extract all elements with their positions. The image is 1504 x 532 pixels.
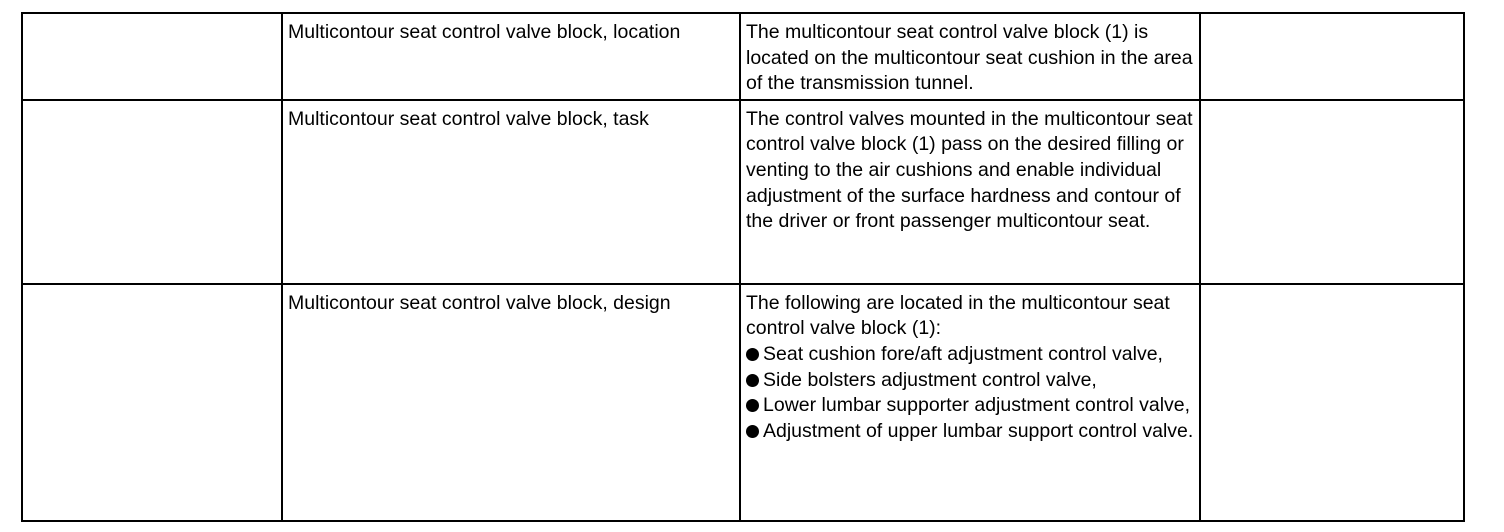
component-cell: Multicontour seat control valve block, task — [282, 100, 740, 284]
bullet-list — [746, 342, 1194, 444]
empty-cell — [1200, 284, 1464, 521]
info-table — [21, 12, 1465, 522]
description-intro: The following are located in the multicontour seat control valve block (1): — [746, 291, 1170, 340]
bullet-icon — [746, 374, 759, 387]
list-item — [746, 393, 1194, 419]
list-item-text: Lower lumbar supporter adjustment control valve, — [763, 394, 1191, 417]
table-row — [22, 13, 1464, 100]
bullet-icon — [746, 399, 759, 412]
description-cell: The multicontour seat control valve block (1) is located on the multicontour seat cushion in the area of the transmission tunnel. — [740, 13, 1200, 100]
list-item-text: Seat cushion fore/aft adjustment control valve, — [763, 342, 1163, 365]
component-cell: Multicontour seat control valve block, design — [282, 284, 740, 521]
table-row — [22, 100, 1464, 284]
bullet-icon — [746, 348, 759, 361]
bullet-icon — [746, 425, 759, 438]
table-row — [22, 284, 1464, 521]
list-item — [746, 368, 1194, 394]
list-item — [746, 419, 1194, 445]
empty-cell — [22, 100, 282, 284]
description-cell: The control valves mounted in the multicontour seat control valve block (1) pass on the desired filling or venting to the air cushions and enable individual adjustment of the surface hardness and contour of the driver or front passenger multicontour seat. — [740, 100, 1200, 284]
empty-cell — [22, 284, 282, 521]
empty-cell — [1200, 13, 1464, 100]
empty-cell — [22, 13, 282, 100]
list-item-text: Side bolsters adjustment control valve, — [763, 368, 1097, 391]
description-cell — [740, 284, 1200, 521]
empty-cell — [1200, 100, 1464, 284]
list-item-text: Adjustment of upper lumbar support control valve. — [763, 419, 1194, 442]
component-cell: Multicontour seat control valve block, location — [282, 13, 740, 100]
list-item — [746, 342, 1194, 368]
